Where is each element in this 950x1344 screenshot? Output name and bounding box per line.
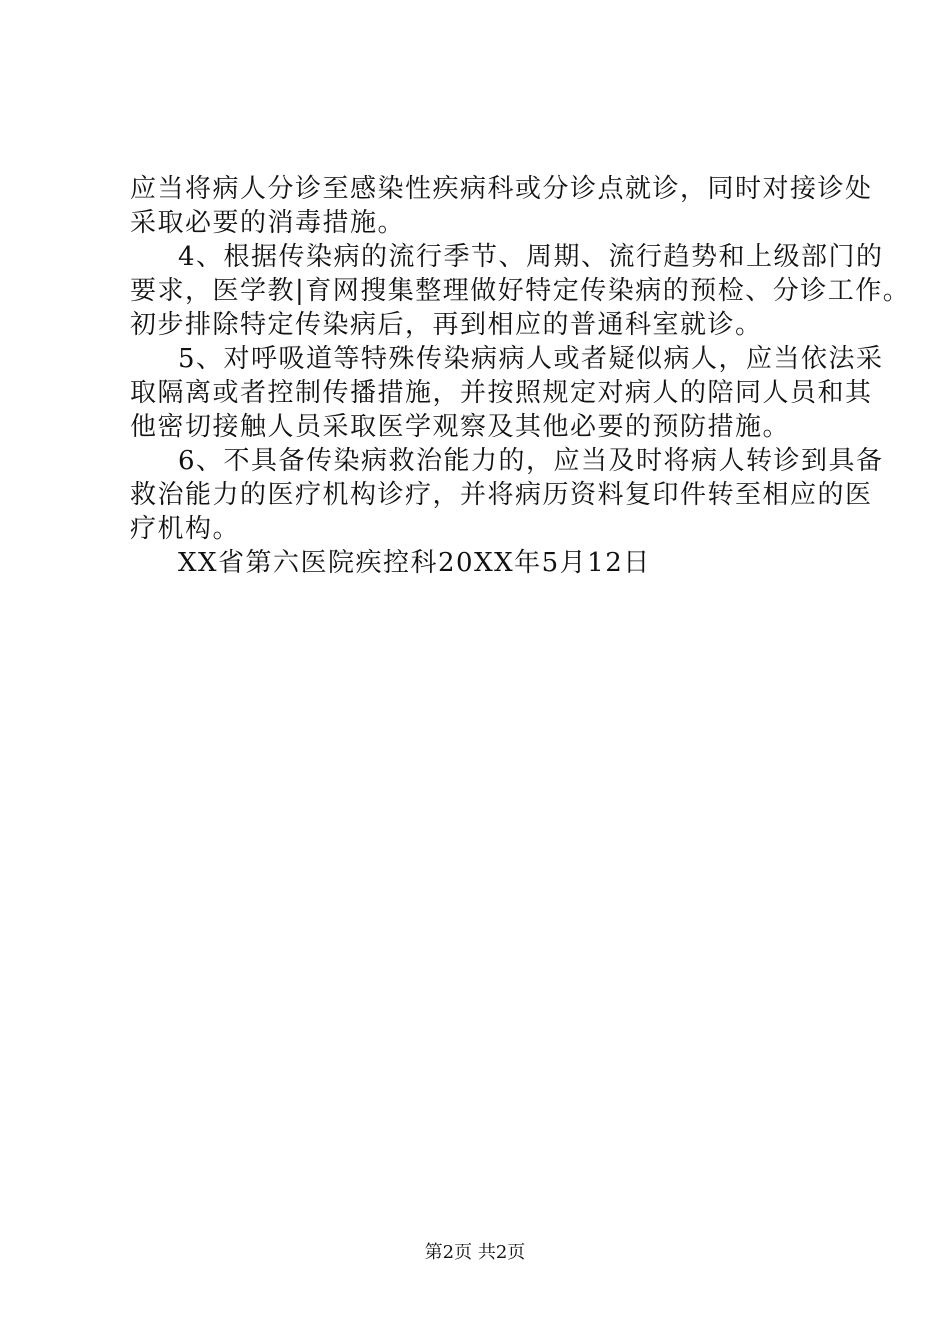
page-number: 第2页 共2页 bbox=[424, 1242, 526, 1263]
text-line: 初步排除特定传染病后，再到相应的普通科室就诊。 bbox=[130, 310, 763, 340]
document-body bbox=[130, 172, 911, 580]
text-line: 他密切接触人员采取医学观察及其他必要的预防措施。 bbox=[130, 412, 791, 442]
signature-line: XX省第六医院疾控科20XX年5月12日 bbox=[178, 548, 651, 578]
text-line: 疗机构。 bbox=[130, 514, 241, 544]
text-line: 取隔离或者控制传播措施，并按照规定对病人的陪同人员和其 bbox=[130, 378, 873, 408]
text-line: 5、对呼吸道等特殊传染病病人或者疑似病人，应当依法采 bbox=[178, 344, 884, 374]
text-line: 6、不具备传染病救治能力的，应当及时将病人转诊到具备 bbox=[178, 446, 884, 476]
text-line: 要求，医学教|育网搜集整理做好特定传染病的预检、分诊工作。 bbox=[130, 276, 911, 306]
text-line: 应当将病人分诊至感染性疾病科或分诊点就诊，同时对接诊处 bbox=[130, 174, 873, 204]
text-line: 采取必要的消毒措施。 bbox=[130, 208, 406, 238]
text-line: 4、根据传染病的流行季节、周期、流行趋势和上级部门的 bbox=[178, 242, 884, 272]
text-line: 救治能力的医疗机构诊疗，并将病历资料复印件转至相应的医 bbox=[130, 480, 873, 510]
